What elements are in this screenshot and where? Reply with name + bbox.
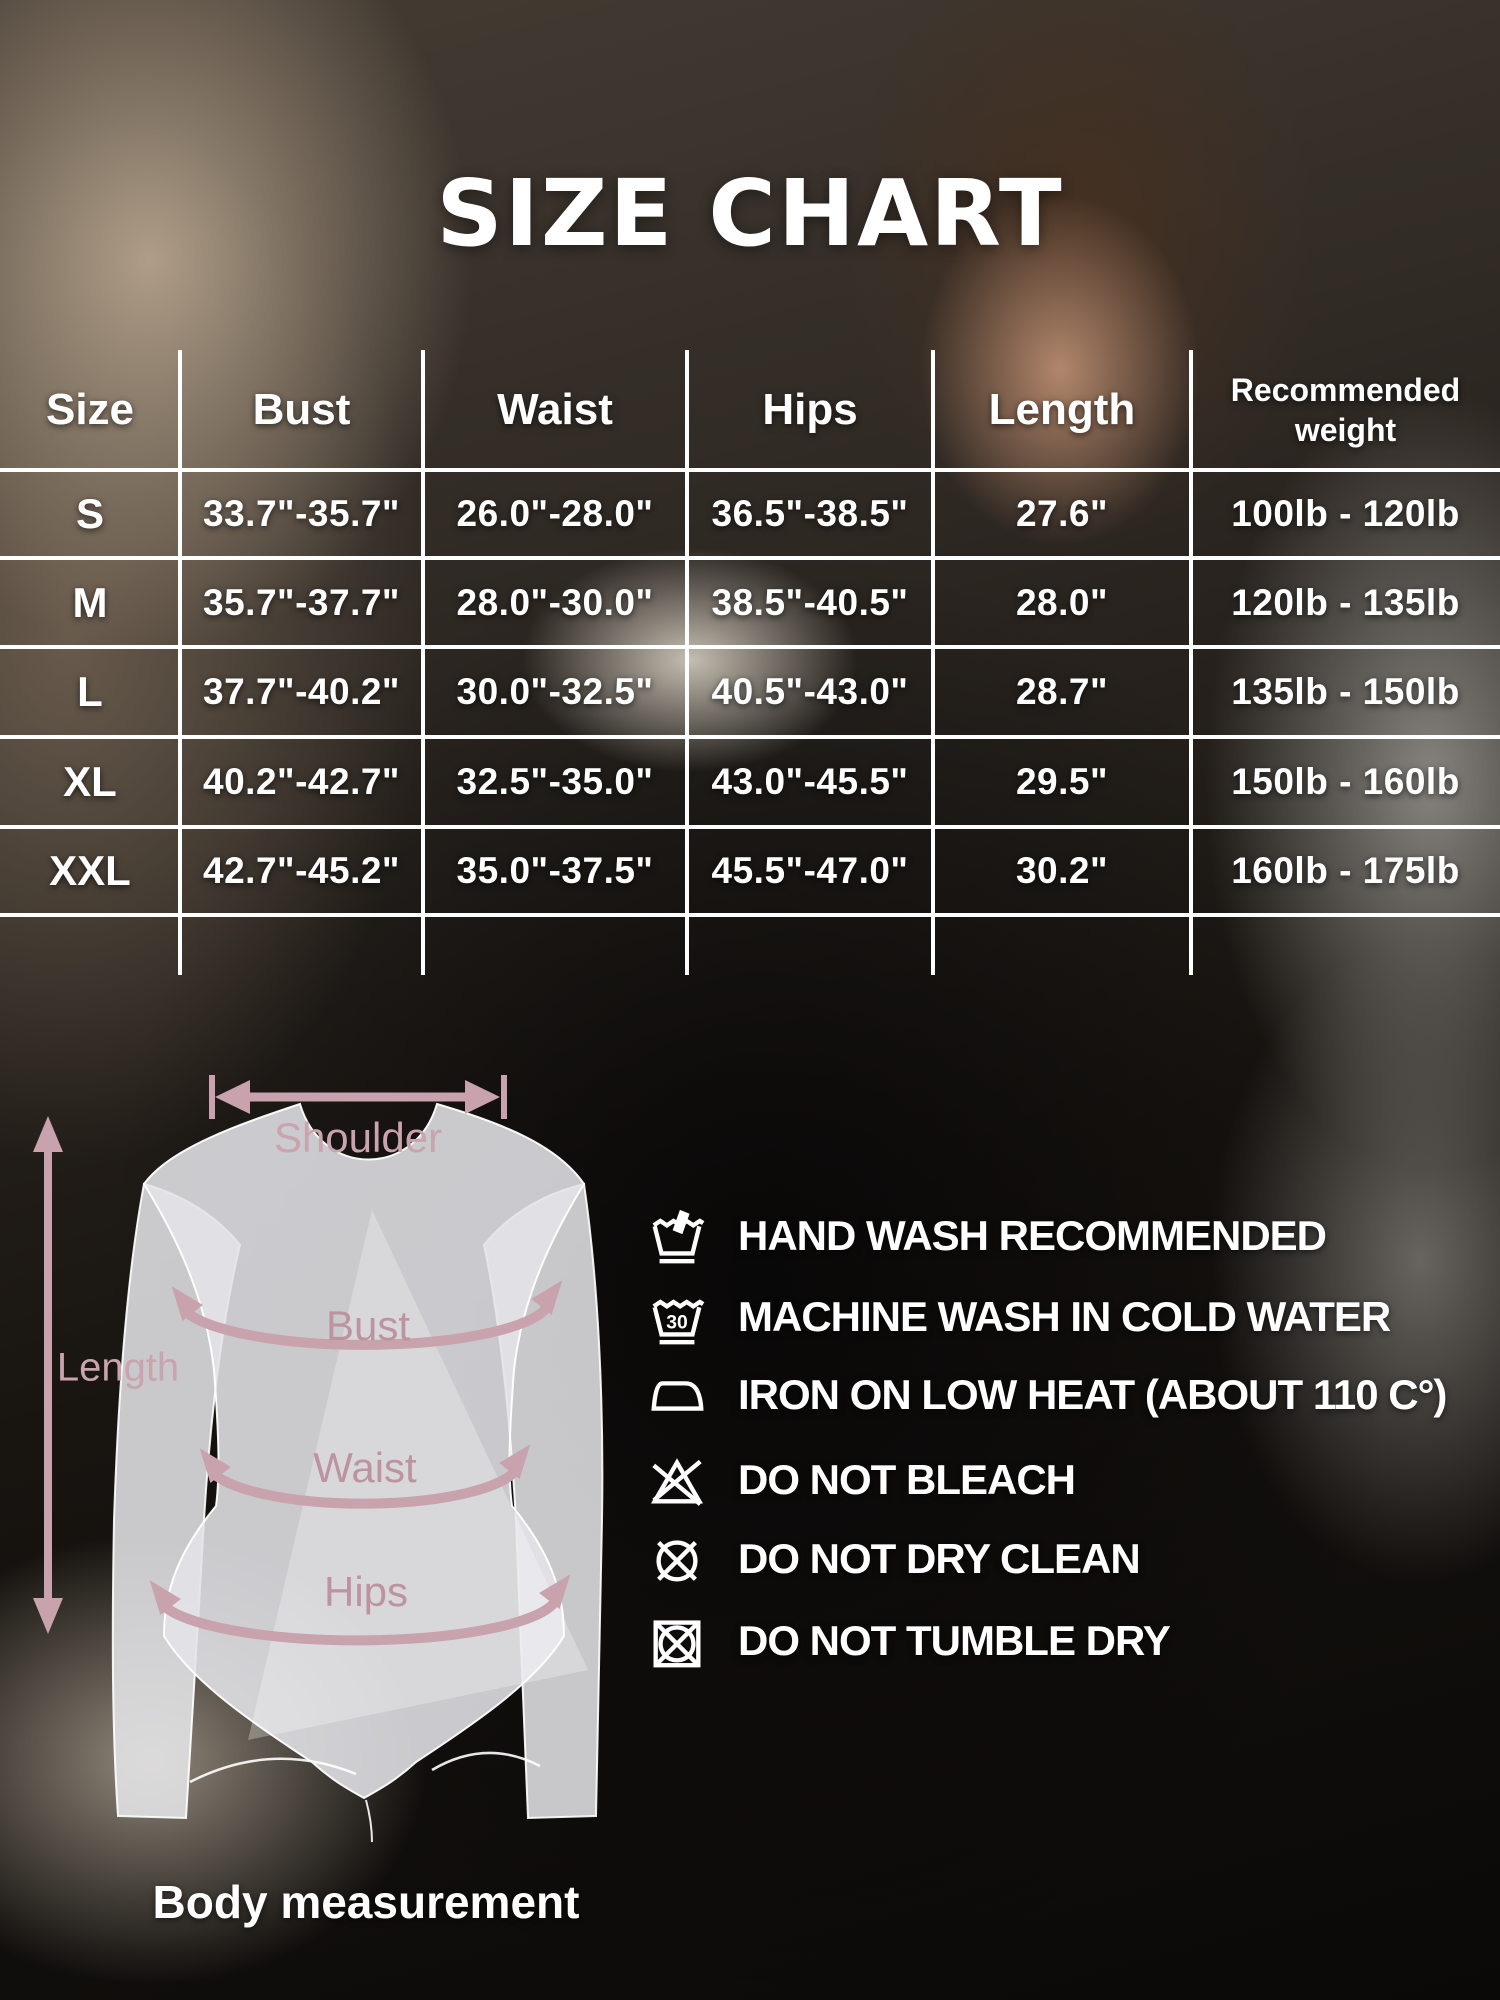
table-column-divider [178,350,182,975]
care-item [646,1449,1075,1511]
size-table [0,350,1500,975]
waist-label: Waist [313,1444,417,1491]
care-label: HAND WASH RECOMMENDED [738,1212,1326,1259]
table-row-divider [0,825,1500,829]
do-not-tumble-dry-icon [646,1610,708,1672]
iron-low-heat-icon [646,1364,708,1426]
machine-wash-30-icon [646,1286,708,1348]
table-cell-size: XXL [49,847,131,894]
column-header-bust: Bust [252,385,351,434]
table-cell-bust: 35.7"-37.7" [203,581,400,623]
table-row-divider [0,913,1500,917]
table-row-divider [0,556,1500,560]
table-cell-weight: 135lb - 150lb [1231,671,1460,712]
table-cell-bust: 40.2"-42.7" [203,761,400,802]
care-label: DO NOT DRY CLEAN [738,1535,1140,1582]
table-cell-weight: 100lb - 120lb [1231,493,1460,534]
care-label: DO NOT TUMBLE DRY [738,1617,1170,1664]
page-title: SIZE CHART [436,160,1064,267]
do-not-bleach-icon [646,1449,708,1511]
table-cell-length: 28.7" [1015,671,1109,712]
table-column-divider [1189,350,1193,975]
table-cell-waist: 32.5"-35.0" [456,761,654,802]
table-cell-waist: 28.0"-30.0" [456,581,654,623]
table-cell-weight: 120lb - 135lb [1231,581,1460,623]
table-cell-hips: 43.0"-45.5" [711,761,909,802]
bodysuit-silhouette [0,1040,620,1950]
care-label: MACHINE WASH IN COLD WATER [738,1293,1391,1340]
table-row-divider [0,645,1500,649]
hips-label: Hips [323,1568,409,1615]
table-cell-hips: 36.5"-38.5" [711,493,909,534]
column-header-waist: Waist [497,385,613,434]
column-header-weight: Recommended weight [1230,372,1461,448]
length-label: Length [56,1345,180,1390]
column-header-length: Length [988,385,1136,434]
table-cell-waist: 30.0"-32.5" [456,671,654,712]
table-cell-length: 28.0" [1015,581,1109,623]
care-label: DO NOT BLEACH [738,1456,1075,1503]
diagram-caption: Body measurement [152,1876,580,1928]
care-item [646,1610,1170,1672]
care-label: IRON ON LOW HEAT (ABOUT 110 C°) [738,1371,1447,1418]
table-cell-bust: 42.7"-45.2" [203,850,400,891]
hand-wash-icon [646,1205,708,1267]
care-item [646,1286,1390,1348]
table-cell-bust: 37.7"-40.2" [203,671,400,712]
table-cell-size: M [72,578,108,626]
care-item [646,1528,1140,1590]
table-column-divider [685,350,689,975]
wash-temperature: 30 [666,1311,688,1334]
body-measurement-diagram [0,1040,620,1950]
table-cell-length: 30.2" [1015,850,1109,891]
table-cell-bust: 33.7"-35.7" [203,493,400,534]
bust-label: Bust [325,1302,411,1349]
table-column-divider [931,350,935,975]
table-cell-size: XL [63,758,117,805]
do-not-dry-clean-icon [646,1528,708,1590]
column-header-size: Size [45,385,135,434]
table-cell-weight: 160lb - 175lb [1231,850,1460,891]
table-cell-size: L [77,668,103,715]
table-cell-hips: 40.5"-43.0" [711,671,909,712]
care-item [646,1205,1326,1267]
table-row-divider [0,735,1500,739]
shoulder-label: Shoulder [273,1114,443,1161]
table-cell-hips: 45.5"-47.0" [711,850,909,891]
care-item [646,1364,1446,1426]
table-cell-waist: 26.0"-28.0" [456,493,654,534]
table-cell-length: 27.6" [1015,493,1109,534]
table-cell-waist: 35.0"-37.5" [456,850,654,891]
table-cell-size: S [75,490,104,537]
column-header-hips: Hips [762,385,858,434]
table-cell-weight: 150lb - 160lb [1231,761,1460,802]
table-column-divider [421,350,425,975]
table-cell-length: 29.5" [1015,761,1109,802]
table-cell-hips: 38.5"-40.5" [711,581,909,623]
table-row-divider [0,468,1500,472]
size-table-grid [0,350,1500,915]
